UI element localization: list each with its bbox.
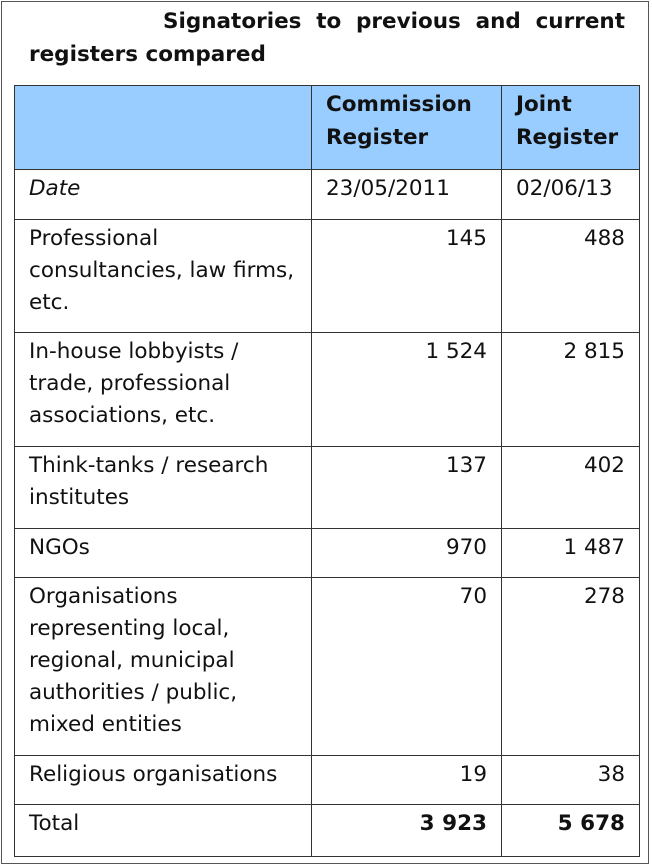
table-row: [15, 220, 640, 333]
row-label: In-house lobbyists / trade, professional associations, etc.: [15, 333, 312, 447]
header-empty: [15, 86, 312, 170]
total-label: Total: [15, 805, 312, 857]
header-joint-register: Joint Register: [502, 86, 640, 170]
joint-value: 402: [502, 447, 640, 529]
row-label: Think-tanks / research institutes: [15, 447, 312, 529]
row-label: Professional consultancies, law firms, etc.: [15, 220, 312, 333]
row-label: Organisations representing local, regional, municipal authorities / public, mixed entities: [15, 578, 312, 756]
joint-value: 278: [502, 578, 640, 756]
commission-value: 19: [312, 756, 502, 805]
header-commission-register: Commission Register: [312, 86, 502, 170]
joint-value: 38: [502, 756, 640, 805]
title-line-2: registers compared: [29, 42, 266, 67]
commission-value: 1 524: [312, 333, 502, 447]
commission-value: 970: [312, 529, 502, 578]
row-label: NGOs: [15, 529, 312, 578]
row-label: Date: [15, 170, 312, 220]
table-row: [15, 333, 640, 447]
joint-value: 1 487: [502, 529, 640, 578]
total-row: [15, 805, 640, 857]
joint-value: 488: [502, 220, 640, 333]
header-row: [15, 86, 640, 170]
table-row: [15, 578, 640, 756]
table-row: [15, 170, 640, 220]
commission-total: 3 923: [312, 805, 502, 857]
joint-value: 2 815: [502, 333, 640, 447]
table-row: [15, 447, 640, 529]
table-row: [15, 756, 640, 805]
commission-value: 70: [312, 578, 502, 756]
commission-value: 145: [312, 220, 502, 333]
commission-value: 137: [312, 447, 502, 529]
joint-value: 02/06/13: [502, 170, 640, 220]
title-line-1: Signatories to previous and current: [163, 9, 625, 34]
signatories-table: [14, 85, 640, 857]
table-row: [15, 529, 640, 578]
commission-value: 23/05/2011: [312, 170, 502, 220]
joint-total: 5 678: [502, 805, 640, 857]
row-label: Religious organisations: [15, 756, 312, 805]
table-title: [29, 5, 625, 71]
